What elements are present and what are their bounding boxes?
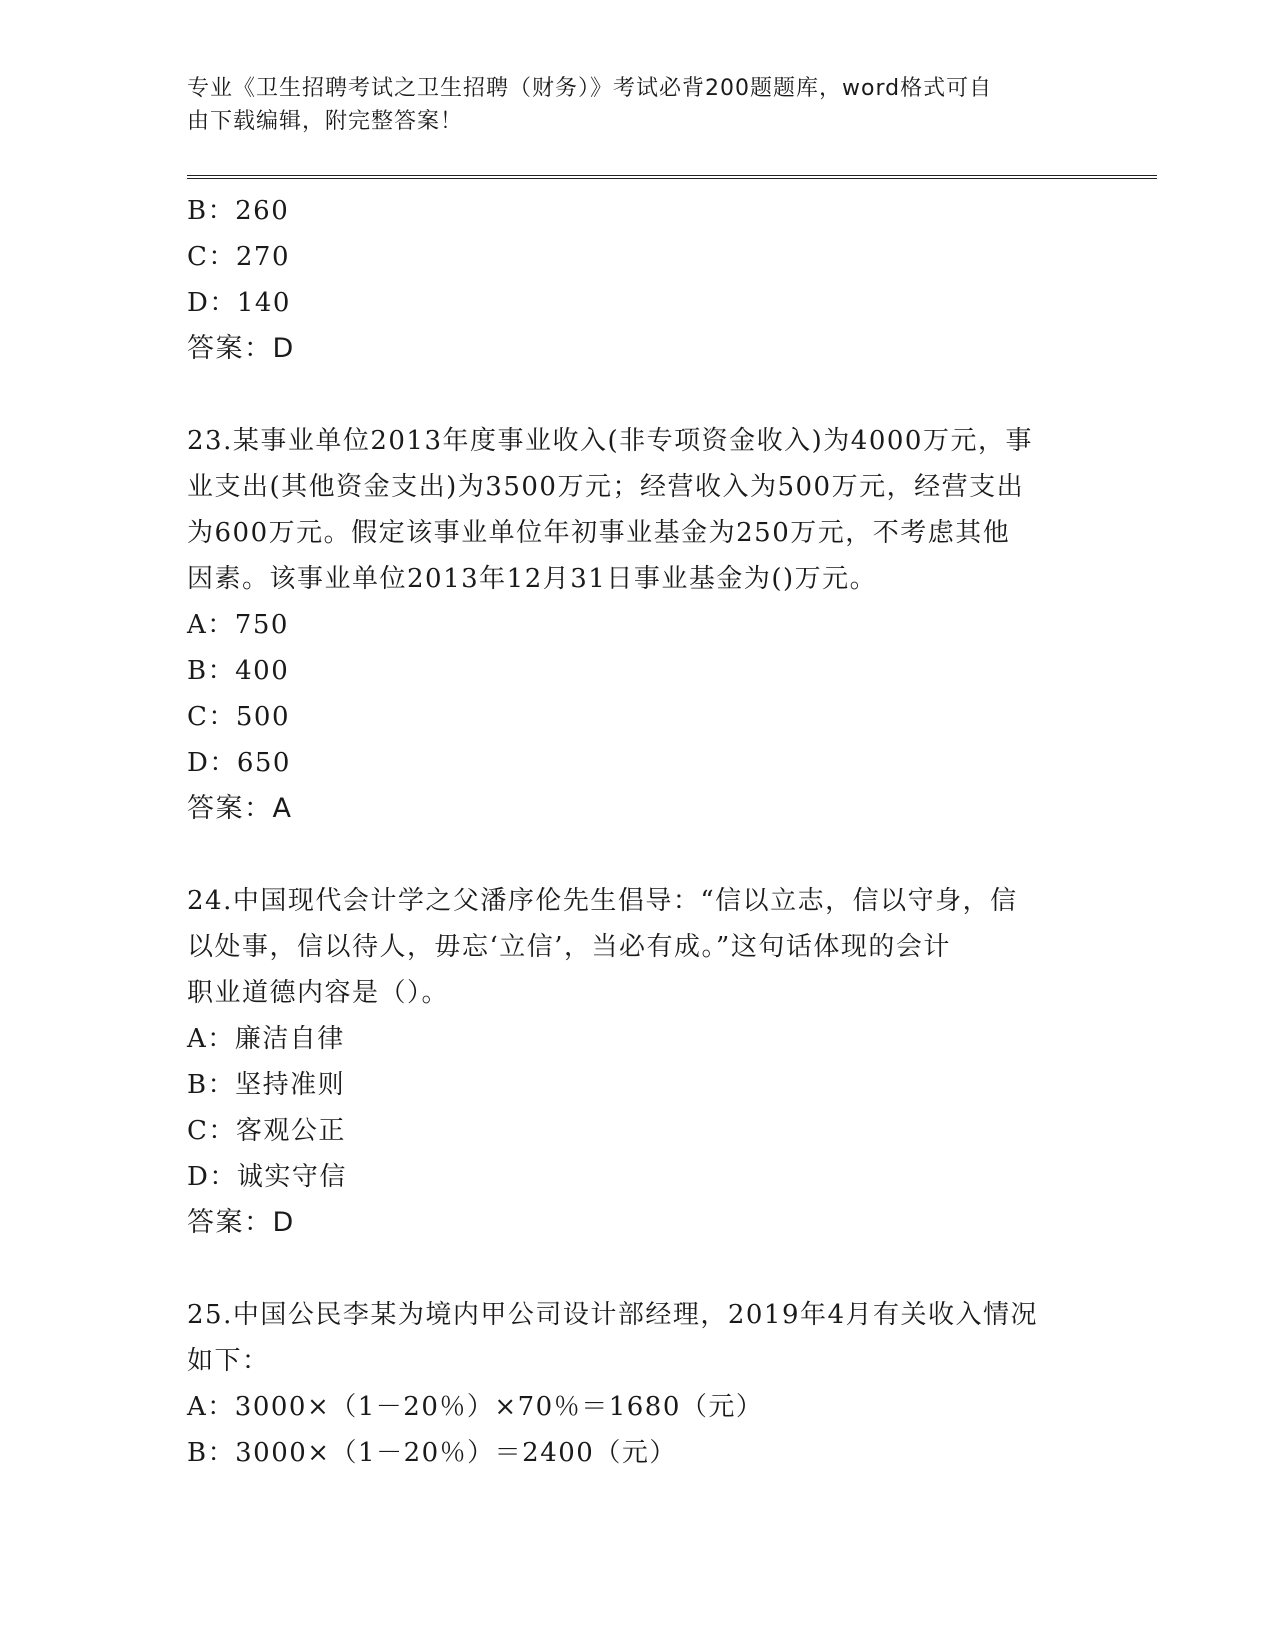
answer: 答案：D [187, 333, 295, 364]
header-title-line-2: 由下载编辑，附完整答案！ [187, 109, 464, 134]
header-divider [187, 175, 1157, 179]
option-d: D：650 [187, 748, 291, 778]
question-text-line: 业支出(其他资金支出)为3500万元；经营收入为500万元，经营支出 [187, 472, 1025, 502]
question-text-line: 如下： [187, 1346, 270, 1376]
spacer [187, 832, 1087, 878]
answer: 答案：A [187, 793, 293, 824]
question-24 [187, 878, 1087, 1246]
answer: 答案：D [187, 1207, 295, 1238]
option-d: D：140 [187, 288, 291, 318]
spacer [187, 372, 1087, 418]
document-body [187, 188, 1087, 1476]
option-a: A：3000×（1－20％）×70％＝1680（元） [187, 1392, 764, 1422]
question-text-line: 因素。该事业单位2013年12月31日事业基金为()万元。 [187, 564, 878, 594]
option-c: C：270 [187, 242, 291, 272]
option-b: B：400 [187, 656, 290, 686]
option-c: C：客观公正 [187, 1116, 346, 1146]
question-text-line: 以处事，信以待人，毋忘‘立信’，当必有成。”这句话体现的会计 [187, 932, 951, 962]
option-a: A：廉洁自律 [187, 1024, 345, 1054]
page-header [187, 72, 1067, 138]
option-c: C：500 [187, 702, 291, 732]
option-a: A：750 [187, 610, 289, 640]
question-25 [187, 1292, 1087, 1476]
question-text-line: 23.某事业单位2013年度事业收入(非专项资金收入)为4000万元，事 [187, 426, 1033, 456]
question-text-line: 25.中国公民李某为境内甲公司设计部经理，2019年4月有关收入情况 [187, 1300, 1039, 1330]
question-text-line: 24.中国现代会计学之父潘序伦先生倡导：“信以立志，信以守身，信 [187, 886, 1018, 916]
question-22 [187, 188, 1087, 372]
option-b: B：坚持准则 [187, 1070, 346, 1100]
question-text-line: 为600万元。假定该事业单位年初事业基金为250万元，不考虑其他 [187, 518, 1011, 548]
spacer [187, 1246, 1087, 1292]
option-b: B：260 [187, 196, 290, 226]
option-d: D：诚实守信 [187, 1162, 347, 1192]
question-text-line: 职业道德内容是（）。 [187, 978, 450, 1008]
option-b: B：3000×（1－20％）＝2400（元） [187, 1438, 677, 1468]
header-title-line-1: 专业《卫生招聘考试之卫生招聘（财务）》考试必背200题题库，word格式可自 [187, 76, 993, 101]
question-23 [187, 418, 1087, 832]
